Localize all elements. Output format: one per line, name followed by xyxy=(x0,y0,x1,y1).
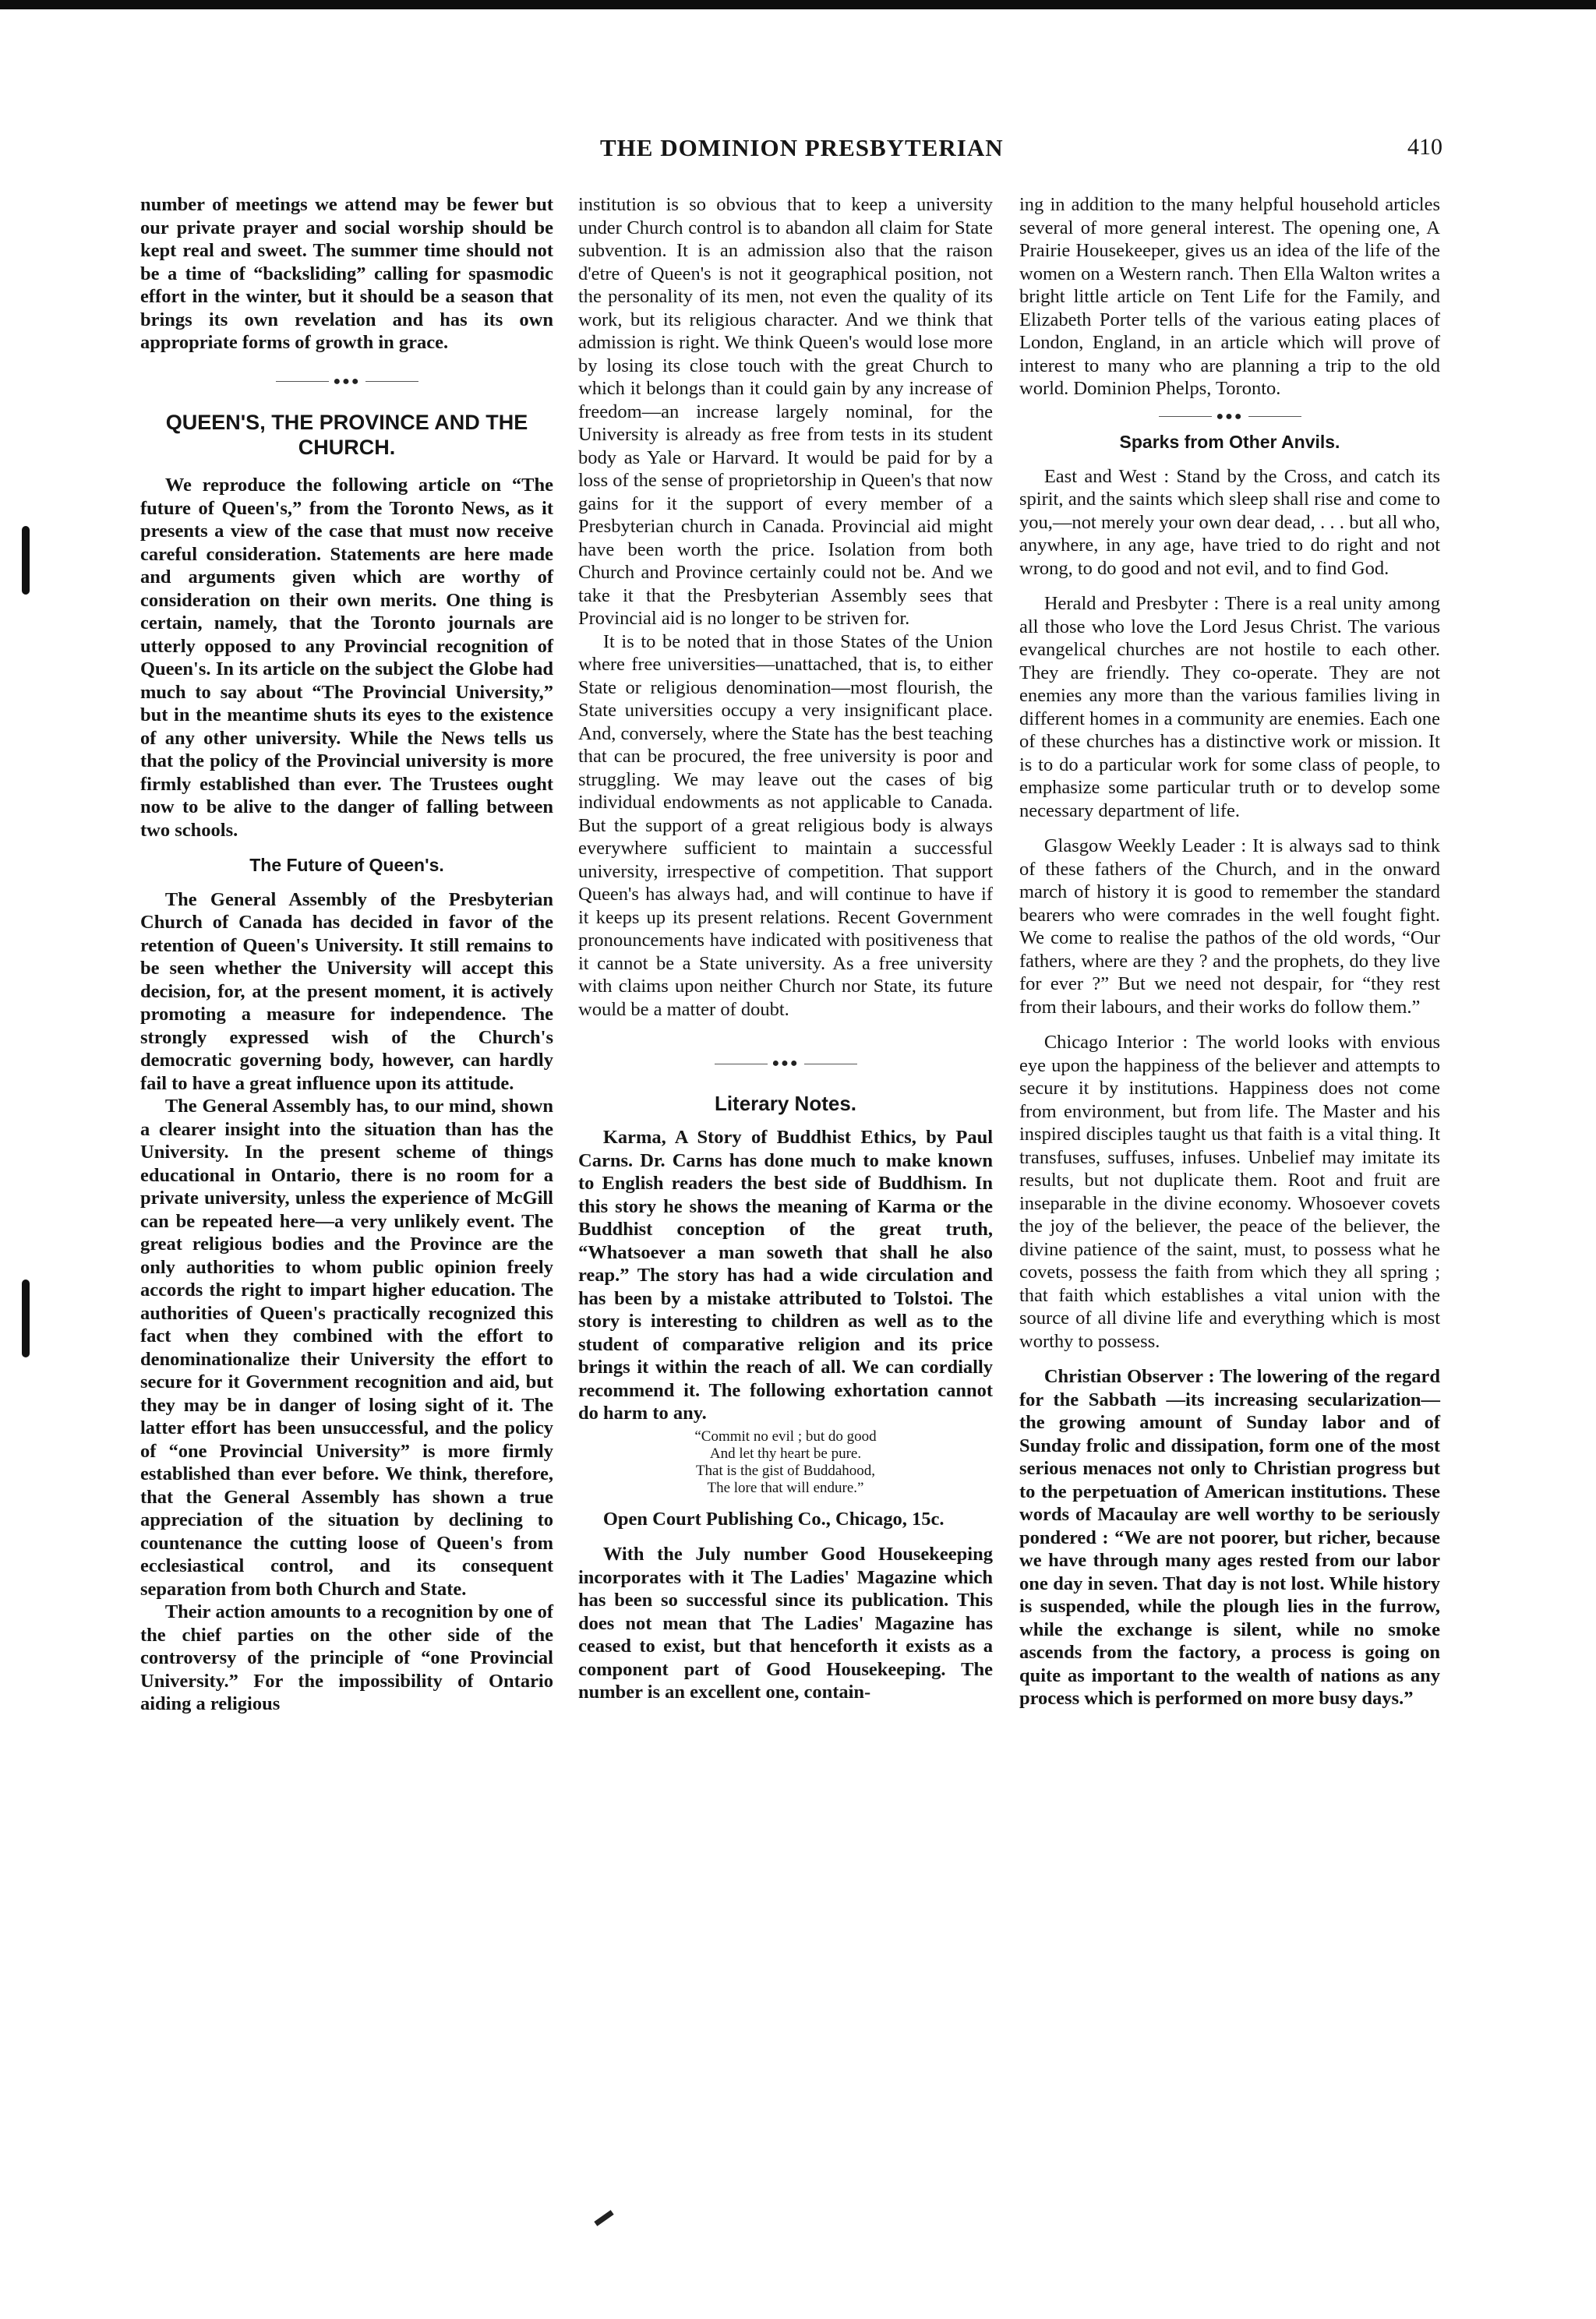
paragraph: Their action amounts to a recognition by one of the chief parties on the other side of the controversy of the principle of “one Provincial University.” For the impossibility of Ontario aiding a religious xyxy=(140,1601,553,1714)
section-divider: ●●● xyxy=(140,370,553,394)
verse-line: The lore that will endure.” xyxy=(707,1479,864,1496)
paragraph: With the July number Good Housekeeping incorporates with it The Ladies' Magazine which has been so successful since its publication. This does not mean that The Ladies' Magazine has ceased to exist, but that henceforth it exists as a component part of Good Housekeeping. The number is an excellent one, contain- xyxy=(578,1544,993,1703)
paragraph: number of meetings we attend may be fewer but our private prayer and social worship should be kept real and sweet. The summer time should not be a time of “backsliding” calling for spasmodic effort in the winter, but it should be a season that brings its own revelation and has its own appropriate forms of growth in grace. xyxy=(140,194,553,353)
page-top-border xyxy=(0,0,1596,9)
verse-quotation xyxy=(578,1428,993,1497)
article-subheading: The Future of Queen's. xyxy=(249,855,444,875)
paragraph: We reproduce the following article on “The future of Queen's,” from the Toronto News, as it presents a view of the case that must now receive careful consideration. Statements are here made and arguments given which are worthy of consideration on their own merits. One thing is certain, namely, that the Toronto journals are utterly opposed to any Provincial recognition of Queen's. In its article on the subject the Globe had much to say about “The Provincial University,” but in the meantime shuts its eyes to the existence of any other university. While the News tells us that the policy of the Provincial university is more firmly established than ever. The Trustees ought now to be alive to the danger of falling between two schools. xyxy=(140,475,553,841)
verse-line: And let thy heart be pure. xyxy=(709,1445,862,1462)
paragraph: Christian Observer : The lowering of the regard for the Sabbath —its increasing secularization—the growing amount of Sunday labor and of Sunday frolic and dissipation, form one of the most serious menaces not only to Christian progress but to the perpetuation of American institutions. These words of Macaulay are well worthy to be seriously pondered : “We are not poorer, but richer, because we have through many ages rested from our labor one day in seven. That day is not lost. While history is suspended, while the plough lies in the furrow, while the exchange is silent, while no smoke ascends from the factory, a process is going on quite as important to the wealth of nations as any process which is performed on more busy days.” xyxy=(1019,1366,1440,1709)
paragraph: Herald and Presbyter : There is a real unity among all those who love the Lord Jesus Christ. The various evangelical churches are not hostile to each other. They are friendly. They co-operate. They are not enemies any more than the various families living in different homes in a community are enemies. Each one of these churches has a distinctive work or mission. It is to do a particular work for some class of people, to emphasize some particular truth or to develop some necessary department of life. xyxy=(1019,593,1440,821)
bold-excerpts xyxy=(1019,1031,1440,1710)
paragraph: ing in addition to the many helpful household articles several of more general interest. The opening one, A Prairie Housekeeper, gives us an idea of the life of the women on a Western ranch. Then Ella Walton writes a bright little article on Tent Life for the Family, and Elizabeth Porter tells of the various eating places of London, England, in an article which will prove of interest to many who are planning a trip to the old world. Dominion Phelps, Toronto. xyxy=(1019,194,1440,399)
paragraph: East and West : Stand by the Cross, and catch its spirit, and the saints which sleep shall rise and come to you,—not merely your own dear dead, . . . but all who, anywhere, in any age, have tried to do right and not wrong, to do good and not evil, and to find God. xyxy=(1019,465,1440,579)
article-heading: QUEEN'S, THE PROVINCE AND THE CHURCH. xyxy=(165,411,528,459)
binding-mark-lower xyxy=(22,1280,30,1357)
paragraph: Chicago Interior : The world looks with envious eye upon the happiness of the believer and attempts to secure it by institutions. Happiness does not come from environment, but from life. The Master and his inspired disciples taught us that faith is a vital thing. It transfuses, suffuses, infuses. Unbelief may imitate its results, but not duplicate them. Root and fruit are inseparable in the divine economy. Whosoever covets the joy of the believer, the peace of the believer, the divine patience of the saint, must, to possess what he covets, possess the faith from which they all spring ; that faith which establishes a vital union with the source of all divine life and everything which is most worthy to possess. xyxy=(1019,1032,1440,1352)
verse-line: That is the gist of Buddahood, xyxy=(695,1462,876,1479)
paragraph: The General Assembly of the Presbyterian Church of Canada has decided in favor of the retention of Queen's University. It still remains to be seen whether the University will accept this decision, for, at the present moment, it is actively promoting a measure for independence. The strongly expressed wish of the Church's democratic governing body, however, can hardly fail to have a great influence upon its attitude. xyxy=(140,888,553,1094)
literary-notes xyxy=(578,1126,993,1704)
paragraph: institution is so obvious that to keep a university under Church control is to abandon all claim for State subvention. It is an admission also that the raison d'etre of Queen's is not it geographical position, not the personality of its men, not even the quality of its work, but its religious character. And we think that admission is right. We think Queen's would lose more by losing its close touch with the great Church to which it belongs than it could gain by any increase of freedom—an increase largely nominal, for the University is already as free from tests in its student body as Yale or Harvard. It would be paid for by a loss of the sense of proprietorship in Queen's that now gains for it the support of every member of a Presbyterian church in Canada. Provincial aid might have been worth the price. Isolation from both Church and Province certainly could not be. And we take it that the Presbyterian Assembly sees that Provincial aid is no longer to be striven for. xyxy=(578,194,993,629)
paragraph: Glasgow Weekly Leader : It is always sad to think of these fathers of the Church, and in the onward march of history it is good to remember the standard bearers who were comrades in the well fought fight. We come to realise the pathos of the old words, “Our fathers, where are they ? and the prophets, do they live for ever ?” But we need not despair, for “they rest from their labours, and their works do follow them.” xyxy=(1019,835,1440,1018)
paragraph: It is to be noted that in those States of the Union where free universities—unattached, that is, to either State or religious denomination—most flourish, the State universities occupy a very insignificant place. And, conversely, where the State has the best teaching that can be procured, the free university is poor and struggling. We may leave out the cases of big individual endowments as not applicable to Canada. But the support of a great religious body is always everywhere sufficient to maintain a successful university, irrespective of competition. That support Queen's has always had, and will continue to have if it keeps up its present relations. Recent Government pronouncements have indicated with positiveness that it cannot be a State university. As a free university with claims upon neither Church nor State, its future would be a matter of doubt. xyxy=(578,630,993,1020)
binding-mark-upper xyxy=(22,526,30,595)
section-heading: Literary Notes. xyxy=(714,1091,857,1115)
section-divider: ●●● xyxy=(578,1052,993,1075)
paragraph: Karma, A Story of Buddhist Ethics, by Paul Carns. Dr. Carns has done much to make known to English readers the best side of Buddhism. In this story he shows the meaning of Karma or the Buddhist conception of the great truth, “Whatsoever a man soweth that shall he also reap.” The story has had a wide circulation and has been by a mistake attributed to Tolstoi. The story is interesting to children as well as to the student of comparative religion and its price brings it within the reach of all. We can cordially recommend it. The following exhortation cannot do harm to any. xyxy=(578,1127,993,1424)
running-head: THE DOMINION PRESBYTERIAN xyxy=(600,134,1004,161)
paragraph: The General Assembly has, to our mind, shown a clearer insight into the situation than has the University. In the present scheme of things educational in Ontario, there is no room for a private university, unless the experience of McGill can be repeated here—a very unlikely event. The great religious bodies and the Province are the only authorities to whom public opinion freely accords the right to impart higher education. The authorities of Queen's practically recognized this fact when they combined with the effort to denominationalize their University the effort to secure for it Government recognition and aid, but they may be in danger of losing sight of it. The latter effort has been unsuccessful, and the policy of “one Provincial University” is more firmly established than ever before. We think, therefore, that the General Assembly has shown a true appreciation of the situation by declining to countenance the cutting loose of Queen's from ecclesiastical control, and its consequent separation from both Church and State. xyxy=(140,1096,553,1600)
column-3 xyxy=(1019,193,1440,1710)
section-divider: ●●● xyxy=(1019,405,1440,429)
paragraph: Open Court Publishing Co., Chicago, 15c. xyxy=(602,1508,945,1530)
verse-line: “Commit no evil ; but do good xyxy=(694,1428,877,1445)
column-1 xyxy=(140,193,553,1716)
page-number: 410 xyxy=(1407,134,1442,160)
ink-mark xyxy=(594,2210,613,2226)
section-heading: Sparks from Other Anvils. xyxy=(1119,432,1340,452)
column-2 xyxy=(578,193,993,1704)
